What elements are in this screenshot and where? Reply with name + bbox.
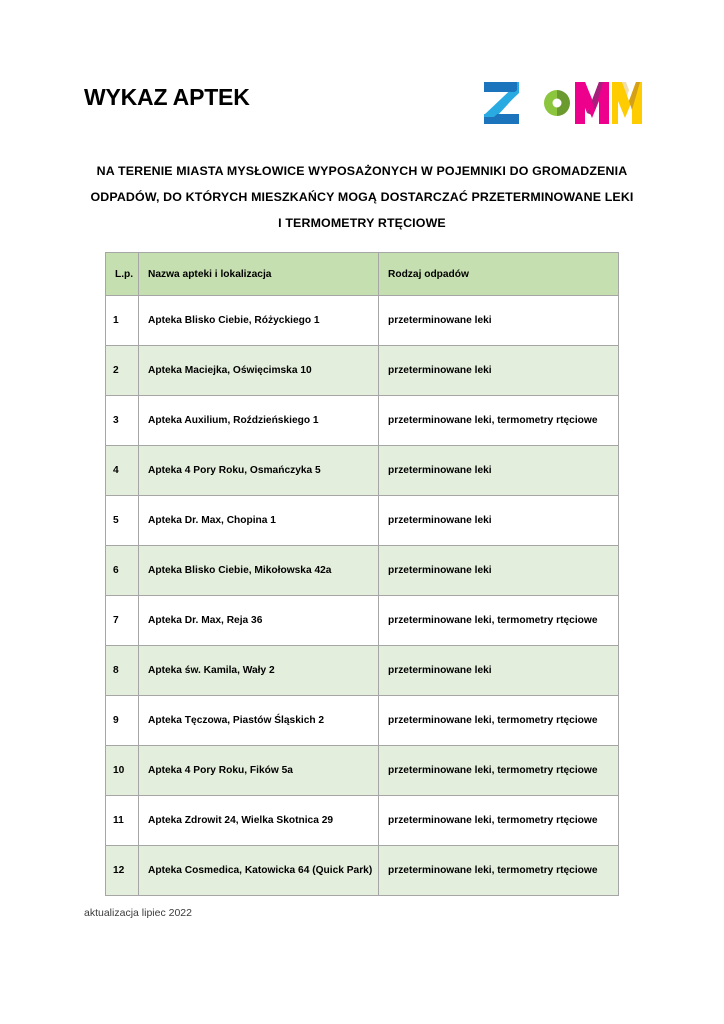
table-row (106, 746, 619, 796)
zomm-logo (483, 79, 643, 125)
document-header (0, 76, 724, 128)
cell-waste: przeterminowane leki (379, 496, 619, 546)
pharmacy-table-body (106, 296, 619, 896)
table-row (106, 546, 619, 596)
cell-waste: przeterminowane leki (379, 346, 619, 396)
cell-lp: 12 (106, 846, 139, 896)
subtitle-line-3: I TERMOMETRY RTĘCIOWE (278, 216, 446, 230)
cell-lp: 5 (106, 496, 139, 546)
column-header-lp: L.p. (106, 253, 139, 296)
page-title: WYKAZ APTEK (84, 84, 250, 110)
cell-name: Apteka Cosmedica, Katowicka 64 (Quick Park) (139, 846, 379, 896)
cell-lp: 10 (106, 746, 139, 796)
cell-lp: 11 (106, 796, 139, 846)
cell-lp: 1 (106, 296, 139, 346)
table-row (106, 396, 619, 446)
cell-waste: przeterminowane leki, termometry rtęciowe (379, 696, 619, 746)
cell-waste: przeterminowane leki (379, 546, 619, 596)
cell-name: Apteka 4 Pory Roku, Osmańczyka 5 (139, 446, 379, 496)
cell-lp: 7 (106, 596, 139, 646)
cell-lp: 6 (106, 546, 139, 596)
table-row (106, 446, 619, 496)
table-row (106, 346, 619, 396)
cell-name: Apteka Maciejka, Oświęcimska 10 (139, 346, 379, 396)
table-row (106, 596, 619, 646)
cell-name: Apteka Dr. Max, Chopina 1 (139, 496, 379, 546)
cell-waste: przeterminowane leki (379, 296, 619, 346)
subtitle-line-1: NA TERENIE MIASTA MYSŁOWICE WYPOSAŻONYCH W POJEMNIKI DO GROMADZENIA (96, 164, 628, 178)
cell-lp: 8 (106, 646, 139, 696)
cell-waste: przeterminowane leki, termometry rtęciowe (379, 396, 619, 446)
cell-lp: 2 (106, 346, 139, 396)
table-row (106, 846, 619, 896)
cell-name: Apteka Blisko Ciebie, Różyckiego 1 (139, 296, 379, 346)
zomm-logo-m-magenta (575, 82, 609, 124)
cell-name: Apteka Tęczowa, Piastów Śląskich 2 (139, 696, 379, 746)
pharmacy-table-head (106, 253, 619, 296)
cell-waste: przeterminowane leki, termometry rtęciowe (379, 596, 619, 646)
table-row (106, 696, 619, 746)
cell-name: Apteka Auxilium, Roździeńskiego 1 (139, 396, 379, 446)
cell-waste: przeterminowane leki, termometry rtęciowe (379, 796, 619, 846)
cell-name: Apteka św. Kamila, Wały 2 (139, 646, 379, 696)
pharmacy-table-container (105, 252, 618, 896)
cell-lp: 3 (106, 396, 139, 446)
cell-waste: przeterminowane leki (379, 646, 619, 696)
column-header-waste: Rodzaj odpadów (379, 253, 619, 296)
table-row (106, 496, 619, 546)
cell-name: Apteka Blisko Ciebie, Mikołowska 42a (139, 546, 379, 596)
cell-name: Apteka Zdrowit 24, Wielka Skotnica 29 (139, 796, 379, 846)
table-row (106, 796, 619, 846)
cell-name: Apteka Dr. Max, Reja 36 (139, 596, 379, 646)
zomm-logo-m-yellow (612, 82, 642, 124)
document-subtitle (84, 158, 640, 236)
cell-lp: 9 (106, 696, 139, 746)
cell-waste: przeterminowane leki (379, 446, 619, 496)
pharmacy-table (105, 252, 619, 896)
table-header-row (106, 253, 619, 296)
subtitle-line-2: ODPADÓW, DO KTÓRYCH MIESZKAŃCY MOGĄ DOSTARCZAĆ PRZETERMINOWANE LEKI (90, 190, 634, 204)
column-header-name: Nazwa apteki i lokalizacja (139, 253, 379, 296)
zomm-logo-o (544, 90, 570, 116)
cell-waste: przeterminowane leki, termometry rtęciowe (379, 746, 619, 796)
cell-waste: przeterminowane leki, termometry rtęciowe (379, 846, 619, 896)
cell-name: Apteka 4 Pory Roku, Fików 5a (139, 746, 379, 796)
update-date-footer: aktualizacja lipiec 2022 (84, 907, 192, 919)
cell-lp: 4 (106, 446, 139, 496)
table-row (106, 646, 619, 696)
table-row (106, 296, 619, 346)
